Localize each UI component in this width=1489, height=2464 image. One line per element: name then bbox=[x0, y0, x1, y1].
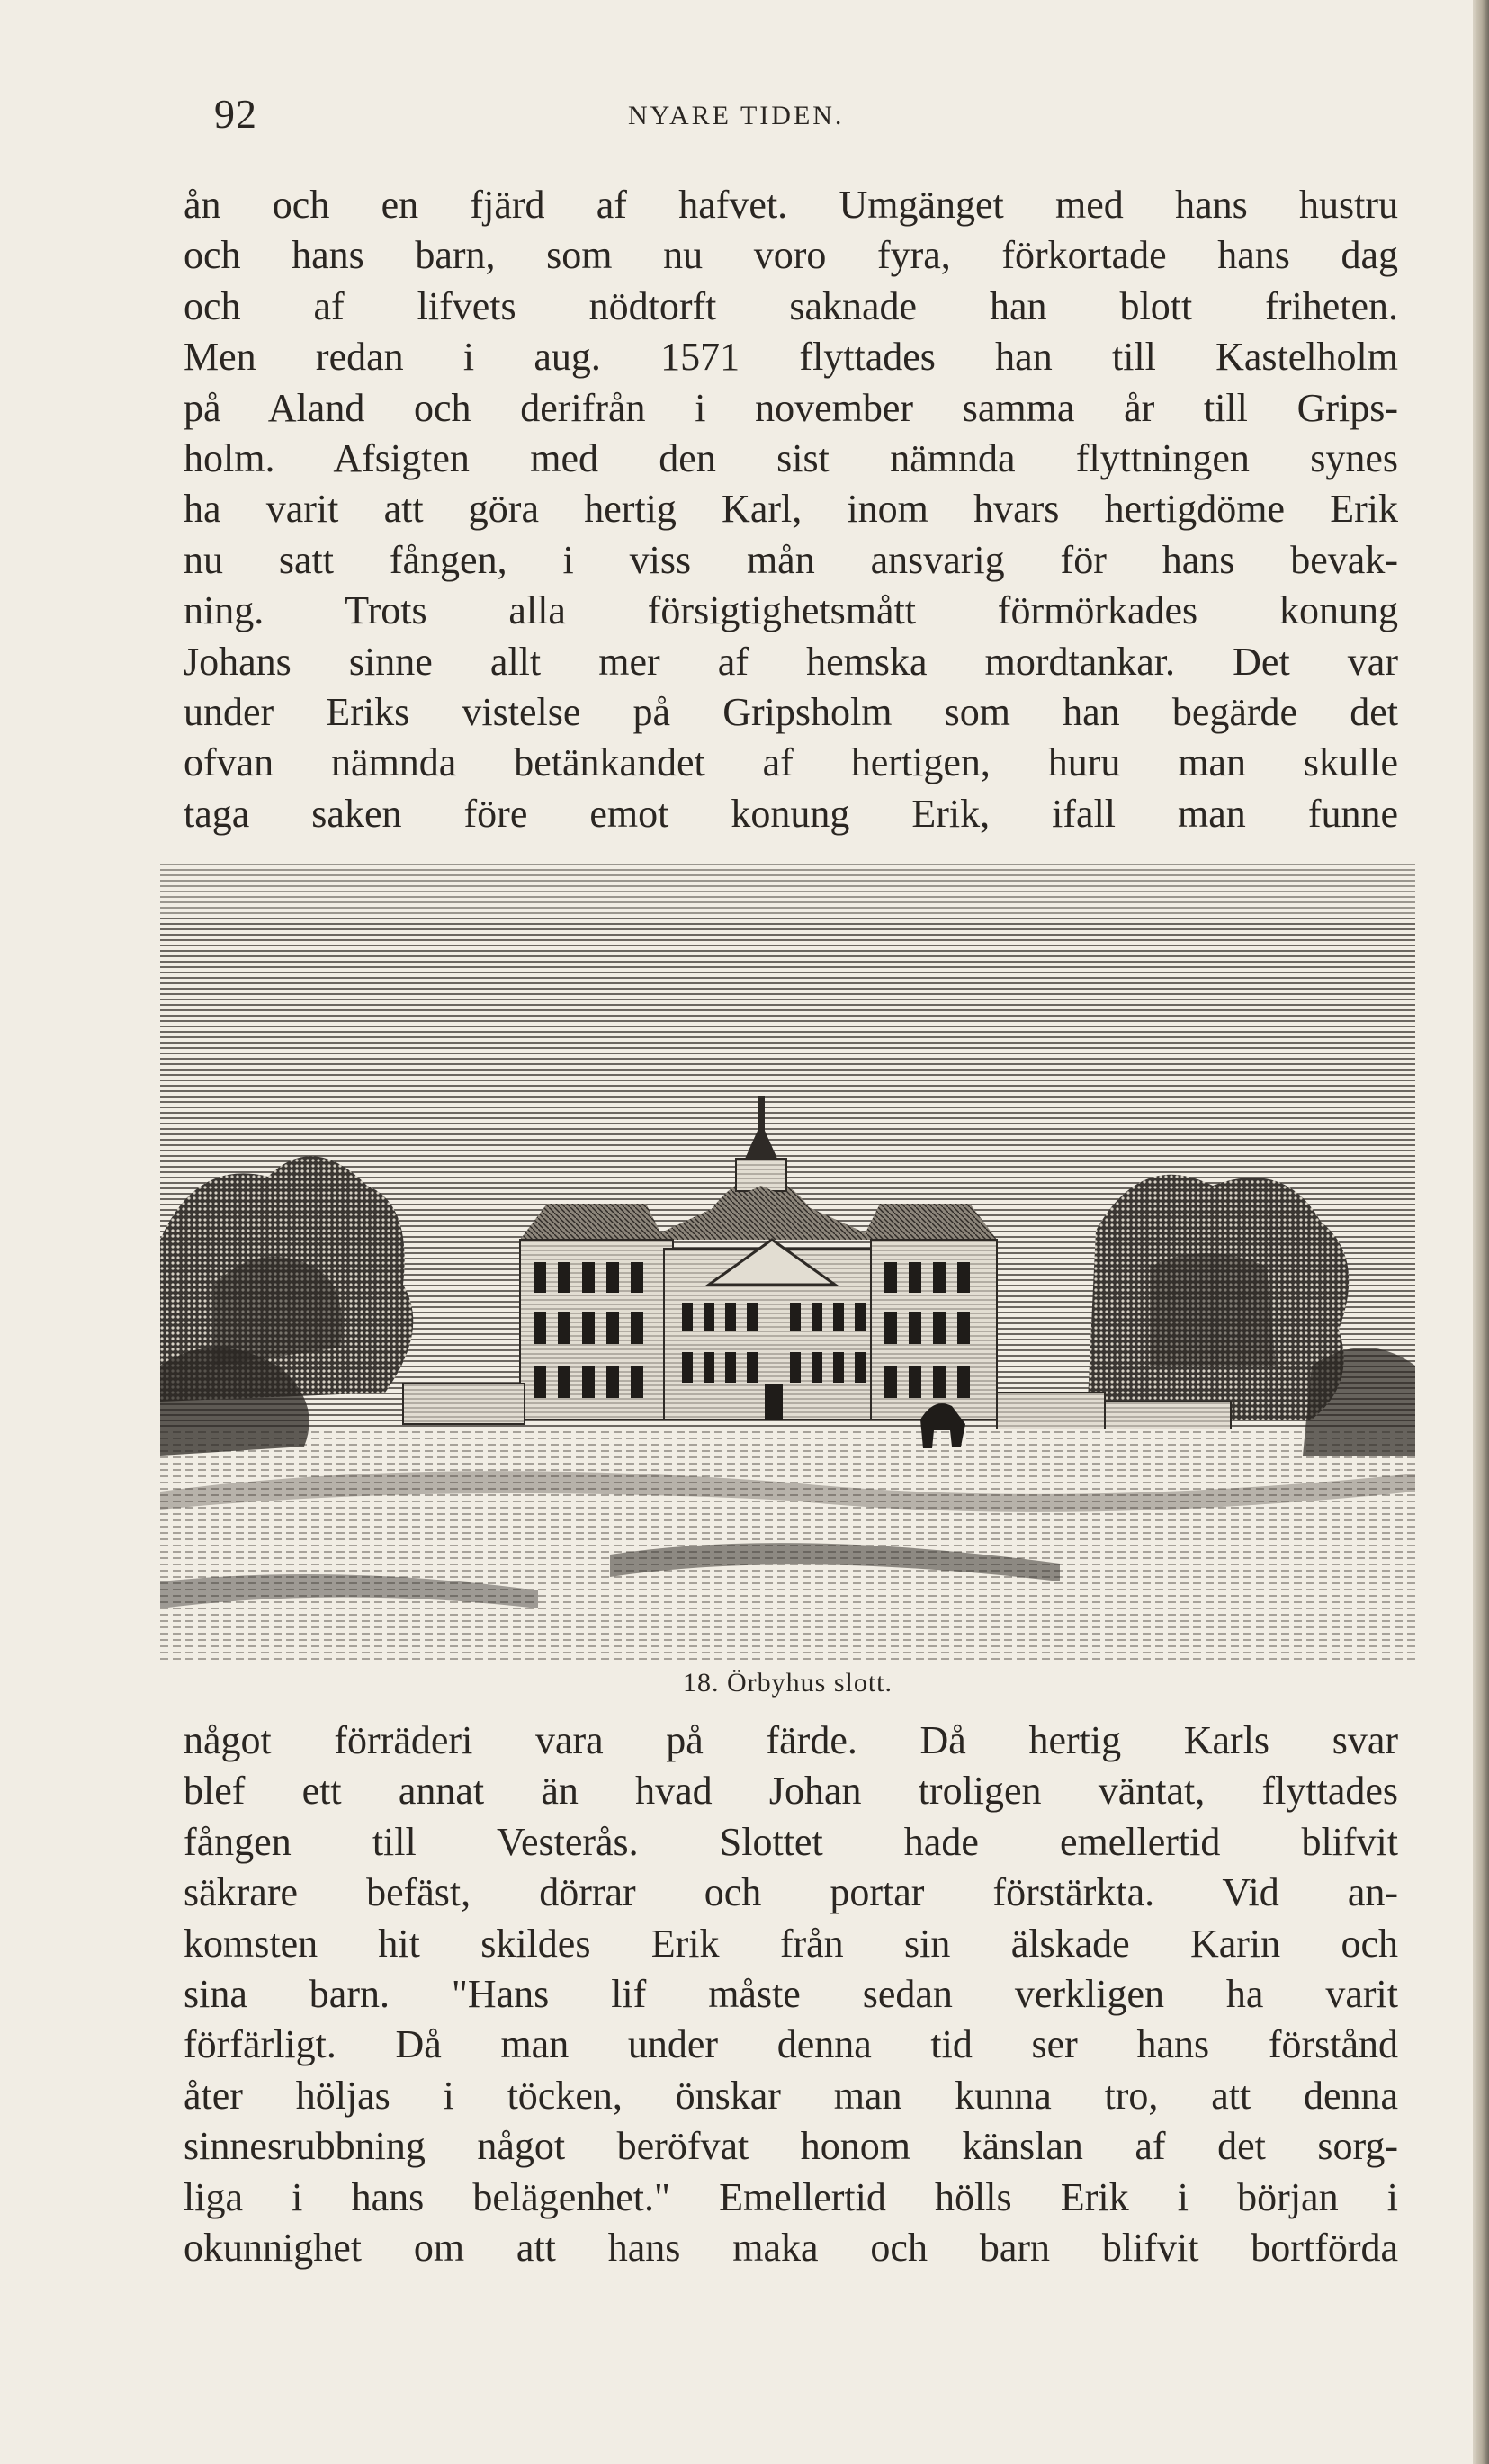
text-line: förfärligt. Då man under denna tid ser hans förstånd bbox=[184, 2022, 1398, 2067]
text-line: säkrare befäst, dörrar och portar förstärkta. Vid an- bbox=[184, 1870, 1398, 1915]
text-line: komsten hit skildes Erik från sin älskade Karin och bbox=[184, 1921, 1398, 1966]
text-line: sinnesrubbning något beröfvat honom känslan af det sorg- bbox=[184, 2124, 1398, 2169]
running-head: NYARE TIDEN. bbox=[628, 101, 845, 130]
illustration-caption: 18. Örbyhus slott. bbox=[682, 1668, 893, 1698]
text-line: åter höljas i töcken, önskar man kunna tro, att denna bbox=[184, 2073, 1398, 2118]
text-line: något förräderi vara på färde. Då hertig Karls svar bbox=[184, 1718, 1398, 1762]
text-line: ning. Trots alla försigtighetsmått förmörkades konung bbox=[184, 588, 1398, 633]
text-line: taga saken före emot konung Erik, ifall man funne bbox=[184, 791, 1398, 836]
text-line: Men redan i aug. 1571 flyttades han till Kastelholm bbox=[184, 335, 1398, 380]
body-text-bottom bbox=[184, 1716, 1398, 2273]
text-line: på Aland och derifrån i november samma år till Grips- bbox=[184, 385, 1398, 430]
page-header bbox=[214, 90, 1400, 153]
text-line: ån och en fjärd af hafvet. Umgänget med hans hustru bbox=[184, 183, 1398, 227]
text-line: fången till Vesterås. Slottet hade emellertid blifvit bbox=[184, 1819, 1398, 1864]
page-number: 92 bbox=[214, 91, 257, 137]
text-line: okunnighet om att hans maka och barn blifvit bortförda bbox=[184, 2226, 1398, 2271]
body-text-top bbox=[184, 180, 1398, 839]
page-edge bbox=[1473, 0, 1489, 2464]
text-line: ha varit att göra hertig Karl, inom hvars hertigdöme Erik bbox=[184, 487, 1398, 532]
engraving-image bbox=[160, 862, 1415, 1662]
text-line: ofvan nämnda betänkandet af hertigen, huru man skulle bbox=[184, 740, 1398, 785]
text-line: sina barn. "Hans lif måste sedan verkligen ha varit bbox=[184, 1972, 1398, 2017]
text-line: och hans barn, som nu voro fyra, förkortade hans dag bbox=[184, 233, 1398, 278]
castle-engraving bbox=[160, 862, 1415, 1662]
text-line: blef ett annat än hvad Johan troligen väntat, flyttades bbox=[184, 1769, 1398, 1814]
text-line: liga i hans belägenhet." Emellertid hölls Erik i början i bbox=[184, 2174, 1398, 2219]
text-line: under Eriks vistelse på Gripsholm som han begärde det bbox=[184, 690, 1398, 735]
text-line: Johans sinne allt mer af hemska mordtankar. Det var bbox=[184, 639, 1398, 684]
text-line: holm. Afsigten med den sist nämnda flyttningen synes bbox=[184, 436, 1398, 481]
text-line: och af lifvets nödtorft saknade han blott friheten. bbox=[184, 283, 1398, 328]
text-line: nu satt fången, i viss mån ansvarig för hans bevak- bbox=[184, 537, 1398, 582]
